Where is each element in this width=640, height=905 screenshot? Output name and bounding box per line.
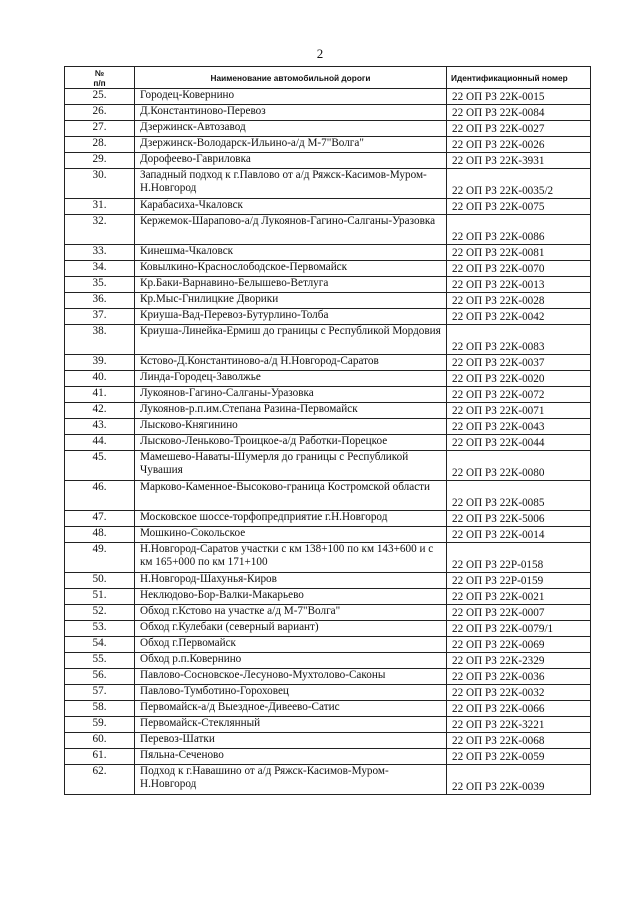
road-id: 22 ОП РЗ 22К-0081 (447, 245, 591, 261)
road-name: Мамешево-Наваты-Шумерля до границы с Республикой Чувашия (135, 451, 447, 481)
table-row (65, 215, 591, 245)
road-id: 22 ОП РЗ 22К-0068 (447, 733, 591, 749)
table-row (65, 653, 591, 669)
road-name: Павлово-Сосновское-Лесуново-Мухтолово-Саконы (135, 669, 447, 685)
road-id: 22 ОП РЗ 22К-3931 (447, 153, 591, 169)
table-row (65, 765, 591, 795)
row-number: 28. (65, 137, 135, 153)
road-id: 22 ОП РЗ 22К-0069 (447, 637, 591, 653)
table-row (65, 371, 591, 387)
row-number: 50. (65, 573, 135, 589)
table-row (65, 435, 591, 451)
row-number: 37. (65, 309, 135, 325)
road-name: Кстово-Д.Константиново-а/д Н.Новгород-Саратов (135, 355, 447, 371)
road-name: Д.Константиново-Перевоз (135, 105, 447, 121)
table-row (65, 89, 591, 105)
road-id: 22 ОП РЗ 22К-0032 (447, 685, 591, 701)
table-row (65, 573, 591, 589)
table-row (65, 685, 591, 701)
road-id: 22 ОП РЗ 22К-0080 (447, 451, 591, 481)
row-number: 41. (65, 387, 135, 403)
row-number: 48. (65, 527, 135, 543)
road-id: 22 ОП РЗ 22К-0059 (447, 749, 591, 765)
row-number: 35. (65, 277, 135, 293)
table-row (65, 589, 591, 605)
road-id: 22 ОП РЗ 22К-0086 (447, 215, 591, 245)
row-number: 36. (65, 293, 135, 309)
road-name: Кинешма-Чкаловск (135, 245, 447, 261)
row-number: 44. (65, 435, 135, 451)
row-number: 34. (65, 261, 135, 277)
table-row (65, 137, 591, 153)
table-row (65, 105, 591, 121)
road-name: Дзержинск-Володарск-Ильино-а/д М-7"Волга" (135, 137, 447, 153)
road-id: 22 ОП РЗ 22К-0027 (447, 121, 591, 137)
table-row (65, 451, 591, 481)
table-row (65, 543, 591, 573)
road-id: 22 ОП РЗ 22К-0070 (447, 261, 591, 277)
road-id: 22 ОП РЗ 22К-3221 (447, 717, 591, 733)
road-name: Дзержинск-Автозавод (135, 121, 447, 137)
page-number: 2 (316, 46, 324, 61)
row-number: 30. (65, 169, 135, 199)
row-number: 56. (65, 669, 135, 685)
road-name: Лукоянов-р.п.им.Степана Разина-Первомайск (135, 403, 447, 419)
road-name: Дорофеево-Гавриловка (135, 153, 447, 169)
row-number: 52. (65, 605, 135, 621)
table-row (65, 245, 591, 261)
table-row (65, 481, 591, 511)
table-row (65, 637, 591, 653)
table-row (65, 527, 591, 543)
road-id: 22 ОП РЗ 22К-0042 (447, 309, 591, 325)
road-id: 22 ОП РЗ 22К-0084 (447, 105, 591, 121)
road-name: Обход г.Кулебаки (северный вариант) (135, 621, 447, 637)
row-number: 33. (65, 245, 135, 261)
header-number-abbrev: п/п (93, 77, 106, 88)
road-id: 22 ОП РЗ 22Р-0159 (447, 573, 591, 589)
row-number: 27. (65, 121, 135, 137)
road-name: Н.Новгород-Шахунья-Киров (135, 573, 447, 589)
table-row (65, 325, 591, 355)
road-id: 22 ОП РЗ 22К-0072 (447, 387, 591, 403)
row-number: 49. (65, 543, 135, 573)
road-name: Западный подход к г.Павлово от а/д Ряжск-Касимов-Муром-Н.Новгород (135, 169, 447, 199)
header-identification-number: Идентификационный номер (447, 67, 591, 89)
road-name: Линда-Городец-Заволжье (135, 371, 447, 387)
road-name: Подход к г.Навашино от а/д Ряжск-Касимов-Муром-Н.Новгород (135, 765, 447, 795)
row-number: 40. (65, 371, 135, 387)
road-name: Лысково-Княгинино (135, 419, 447, 435)
table-row (65, 701, 591, 717)
road-name: Ковылкино-Краснослободское-Первомайск (135, 261, 447, 277)
road-id: 22 ОП РЗ 22К-0043 (447, 419, 591, 435)
road-name: Мошкино-Сокольское (135, 527, 447, 543)
road-name: Лысково-Леньково-Троицкое-а/д Работки-Порецкое (135, 435, 447, 451)
road-id: 22 ОП РЗ 22К-0020 (447, 371, 591, 387)
row-number: 53. (65, 621, 135, 637)
table-row (65, 199, 591, 215)
table-row (65, 621, 591, 637)
road-id: 22 ОП РЗ 22К-0075 (447, 199, 591, 215)
table-body (65, 89, 591, 795)
road-name: Обход р.п.Ковернино (135, 653, 447, 669)
road-id: 22 ОП РЗ 22К-0028 (447, 293, 591, 309)
table-row (65, 733, 591, 749)
table-row (65, 121, 591, 137)
header-number-symbol: № (94, 67, 105, 78)
table-row (65, 387, 591, 403)
road-id: 22 ОП РЗ 22К-0071 (447, 403, 591, 419)
road-name: Криуша-Вад-Перевоз-Бутурлино-Толба (135, 309, 447, 325)
table-row (65, 355, 591, 371)
row-number: 55. (65, 653, 135, 669)
row-number: 29. (65, 153, 135, 169)
road-id: 22 ОП РЗ 22К-0015 (447, 89, 591, 105)
row-number: 43. (65, 419, 135, 435)
road-id: 22 ОП РЗ 22К-0026 (447, 137, 591, 153)
row-number: 31. (65, 199, 135, 215)
road-name: Перевоз-Шатки (135, 733, 447, 749)
table-row (65, 261, 591, 277)
row-number: 25. (65, 89, 135, 105)
table-row (65, 309, 591, 325)
road-name: Первомайск-а/д Выездное-Дивеево-Сатис (135, 701, 447, 717)
road-id: 22 ОП РЗ 22К-0007 (447, 605, 591, 621)
row-number: 51. (65, 589, 135, 605)
table-row (65, 605, 591, 621)
road-id: 22 ОП РЗ 22К-0066 (447, 701, 591, 717)
row-number: 26. (65, 105, 135, 121)
row-number: 45. (65, 451, 135, 481)
road-name: Криуша-Линейка-Ермиш до границы с Республикой Мордовия (135, 325, 447, 355)
road-name: Кр.Мыс-Гнилицкие Дворики (135, 293, 447, 309)
row-number: 54. (65, 637, 135, 653)
road-name: Н.Новгород-Саратов участки с км 138+100 по км 143+600 и с км 165+000 по км 171+100 (135, 543, 447, 573)
row-number: 59. (65, 717, 135, 733)
table-row (65, 749, 591, 765)
road-name: Неклюдово-Бор-Валки-Макарьево (135, 589, 447, 605)
road-id: 22 ОП РЗ 22К-0044 (447, 435, 591, 451)
table-row (65, 153, 591, 169)
row-number: 42. (65, 403, 135, 419)
road-name: Обход г.Первомайск (135, 637, 447, 653)
road-id: 22 ОП РЗ 22К-0083 (447, 325, 591, 355)
road-id: 22 ОП РЗ 22К-0079/1 (447, 621, 591, 637)
row-number: 62. (65, 765, 135, 795)
road-id: 22 ОП РЗ 22К-5006 (447, 511, 591, 527)
row-number: 57. (65, 685, 135, 701)
table-row (65, 717, 591, 733)
road-id: 22 ОП РЗ 22К-0037 (447, 355, 591, 371)
row-number: 38. (65, 325, 135, 355)
table-row (65, 419, 591, 435)
road-id: 22 ОП РЗ 22К-0021 (447, 589, 591, 605)
road-id: 22 ОП РЗ 22К-2329 (447, 653, 591, 669)
row-number: 60. (65, 733, 135, 749)
road-id: 22 ОП РЗ 22К-0035/2 (447, 169, 591, 199)
road-id: 22 ОП РЗ 22К-0039 (447, 765, 591, 795)
table-row (65, 403, 591, 419)
row-number: 58. (65, 701, 135, 717)
road-name: Карабасиха-Чкаловск (135, 199, 447, 215)
row-number: 39. (65, 355, 135, 371)
road-name: Обход г.Кстово на участке а/д М-7"Волга" (135, 605, 447, 621)
row-number: 46. (65, 481, 135, 511)
row-number: 32. (65, 215, 135, 245)
road-name: Московское шоссе-торфопредприятие г.Н.Новгород (135, 511, 447, 527)
table-header-row (65, 67, 591, 89)
row-number: 47. (65, 511, 135, 527)
road-id: 22 ОП РЗ 22К-0014 (447, 527, 591, 543)
road-name: Городец-Ковернино (135, 89, 447, 105)
road-id: 22 ОП РЗ 22К-0085 (447, 481, 591, 511)
road-name: Кержемок-Шарапово-а/д Лукоянов-Гагино-Салганы-Уразовка (135, 215, 447, 245)
header-road-name: Наименование автомобильной дороги (135, 67, 447, 89)
road-name: Пяльна-Сеченово (135, 749, 447, 765)
road-name: Первомайск-Стеклянный (135, 717, 447, 733)
table-row (65, 293, 591, 309)
roads-table (64, 66, 591, 795)
road-id: 22 ОП РЗ 22К-0013 (447, 277, 591, 293)
table-row (65, 669, 591, 685)
table-row (65, 277, 591, 293)
road-name: Лукоянов-Гагино-Салганы-Уразовка (135, 387, 447, 403)
road-id: 22 ОП РЗ 22Р-0158 (447, 543, 591, 573)
road-name: Марково-Каменное-Высоково-граница Костромской области (135, 481, 447, 511)
road-id: 22 ОП РЗ 22К-0036 (447, 669, 591, 685)
road-name: Кр.Баки-Варнавино-Белышево-Ветлуга (135, 277, 447, 293)
table-row (65, 511, 591, 527)
table-row (65, 169, 591, 199)
header-number (65, 67, 135, 89)
road-name: Павлово-Тумботино-Гороховец (135, 685, 447, 701)
row-number: 61. (65, 749, 135, 765)
